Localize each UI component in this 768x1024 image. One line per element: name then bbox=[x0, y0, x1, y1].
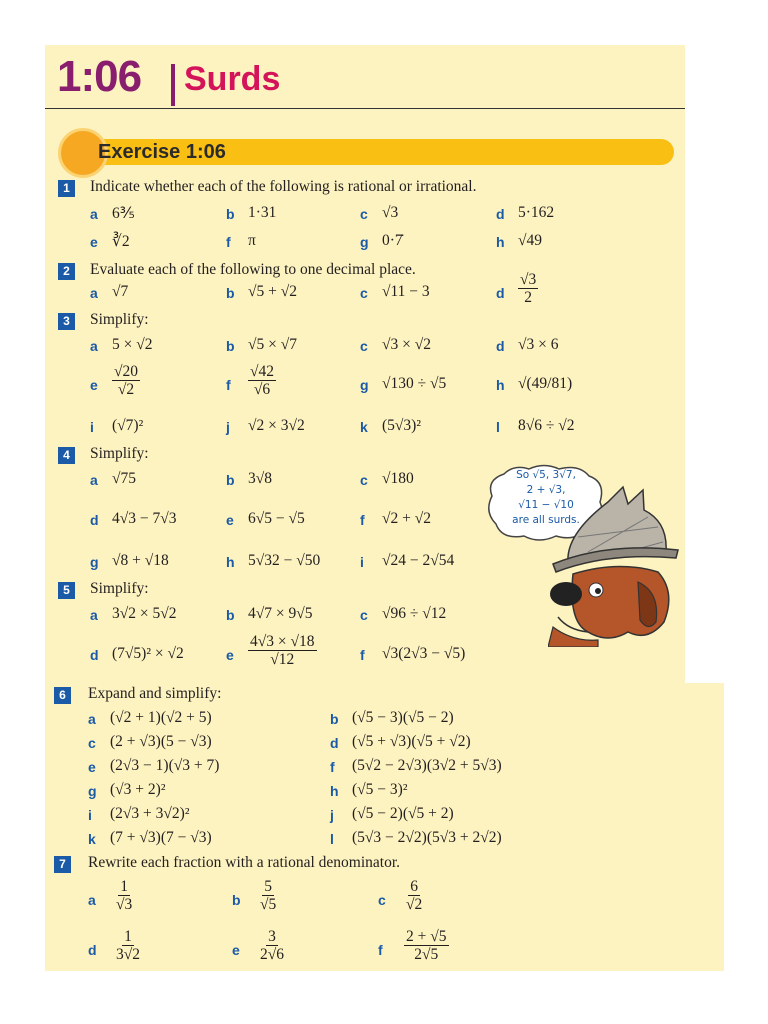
item-label: d bbox=[496, 206, 505, 222]
item-expression: √75 bbox=[112, 470, 137, 487]
item-expression: (√5 − 3)(√5 − 2) bbox=[352, 709, 454, 726]
item-expression: √2 × 3√2 bbox=[248, 417, 305, 434]
item-expression: $\frac{√20}{√2}$ bbox=[114, 363, 139, 399]
cloud-line: So √5, 3√7, bbox=[516, 469, 576, 481]
item-expression: √96 ÷ √12 bbox=[382, 605, 447, 622]
item-label: f bbox=[360, 512, 365, 528]
header-rule bbox=[45, 108, 685, 109]
item-label: f bbox=[226, 377, 231, 393]
item-label: d bbox=[90, 512, 99, 528]
item-expression: √5 × √7 bbox=[248, 336, 298, 353]
item-label: a bbox=[90, 338, 98, 354]
item-expression: (2√3 + 3√2)² bbox=[110, 805, 190, 822]
item-label: f bbox=[378, 942, 383, 958]
item-label: j bbox=[330, 807, 334, 823]
item-label: f bbox=[330, 759, 335, 775]
item-label: g bbox=[90, 554, 99, 570]
item-expression: 5 × √2 bbox=[112, 336, 153, 353]
item-expression: √3(2√3 − √5) bbox=[382, 645, 466, 662]
item-expression: √3 × √2 bbox=[382, 336, 432, 353]
question-text: Indicate whether each of the following is rational or irrational. bbox=[90, 178, 477, 195]
item-label: d bbox=[496, 338, 505, 354]
item-label: b bbox=[226, 285, 235, 301]
item-expression: √3 × 6 bbox=[518, 336, 559, 353]
item-expression: 3√2 × 5√2 bbox=[112, 605, 177, 622]
item-expression: 5√32 − √50 bbox=[248, 552, 321, 569]
item-expression: ∛2 bbox=[112, 233, 130, 250]
question-number: 4 bbox=[58, 447, 75, 464]
item-label: h bbox=[496, 234, 505, 250]
section-title: Surds bbox=[184, 60, 281, 98]
item-label: l bbox=[496, 419, 500, 435]
item-label: a bbox=[90, 285, 98, 301]
item-expression: $\frac{5}{√5}$ bbox=[260, 878, 277, 914]
item-label: h bbox=[330, 783, 339, 799]
item-expression: √24 − 2√54 bbox=[382, 552, 455, 569]
item-label: k bbox=[360, 419, 368, 435]
item-label: c bbox=[360, 607, 368, 623]
item-label: e bbox=[90, 234, 98, 250]
cloud-line: are all surds. bbox=[512, 514, 580, 526]
item-expression: √49 bbox=[518, 232, 543, 249]
item-label: a bbox=[90, 472, 98, 488]
item-expression: 3√8 bbox=[248, 470, 273, 487]
item-expression: $\frac{√3}{2}$ bbox=[520, 271, 537, 307]
item-label: g bbox=[360, 234, 369, 250]
item-label: d bbox=[496, 285, 505, 301]
item-expression: (√5 − 2)(√5 + 2) bbox=[352, 805, 454, 822]
item-expression: √130 ÷ √5 bbox=[382, 375, 447, 392]
item-label: b bbox=[226, 607, 235, 623]
item-label: d bbox=[90, 647, 99, 663]
item-expression: $\frac{√42}{√6}$ bbox=[250, 363, 275, 399]
item-label: f bbox=[360, 647, 365, 663]
item-expression: (5√2 − 2√3)(3√2 + 5√3) bbox=[352, 757, 502, 774]
item-label: a bbox=[90, 206, 98, 222]
item-expression: 8√6 ÷ √2 bbox=[518, 417, 575, 434]
exercise-title: Exercise 1:06 bbox=[98, 141, 226, 163]
cloud-line: 2 + √3, bbox=[526, 484, 566, 496]
question-text: Evaluate each of the following to one decimal place. bbox=[90, 261, 416, 278]
item-label: c bbox=[88, 735, 96, 751]
item-label: e bbox=[232, 942, 240, 958]
item-label: c bbox=[360, 285, 368, 301]
question-number: 7 bbox=[54, 856, 71, 873]
item-label: c bbox=[360, 472, 368, 488]
item-expression: $\frac{2 + √5}{2√5}$ bbox=[406, 928, 447, 964]
item-label: b bbox=[226, 206, 235, 222]
question-number: 2 bbox=[58, 263, 75, 280]
item-expression: 4√3 − 7√3 bbox=[112, 510, 177, 527]
question-text: Simplify: bbox=[90, 311, 149, 328]
item-expression: π bbox=[248, 232, 256, 249]
item-label: j bbox=[226, 419, 230, 435]
item-expression: 0·7̇ bbox=[382, 232, 403, 249]
item-label: c bbox=[360, 338, 368, 354]
item-expression: (7√5)² × √2 bbox=[112, 645, 184, 662]
item-expression: (2 + √3)(5 − √3) bbox=[110, 733, 212, 750]
item-label: d bbox=[88, 942, 97, 958]
item-label: b bbox=[330, 711, 339, 727]
header-divider bbox=[171, 64, 175, 106]
item-label: a bbox=[90, 607, 98, 623]
item-label: i bbox=[88, 807, 92, 823]
item-label: k bbox=[88, 831, 96, 847]
item-expression: √2 + √2 bbox=[382, 510, 432, 527]
item-expression: √3 bbox=[382, 204, 399, 221]
question-text: Simplify: bbox=[90, 580, 149, 597]
item-label: h bbox=[496, 377, 505, 393]
item-label: i bbox=[90, 419, 94, 435]
item-expression: (√7)² bbox=[112, 417, 144, 434]
question-text: Rewrite each fraction with a rational denominator. bbox=[88, 854, 401, 871]
item-expression: (√5 − 3)² bbox=[352, 781, 408, 798]
item-label: b bbox=[232, 892, 241, 908]
detective-dog-illustration bbox=[548, 482, 688, 647]
section-number: 1:06 bbox=[57, 52, 142, 101]
item-label: f bbox=[226, 234, 231, 250]
item-label: c bbox=[378, 892, 386, 908]
question-text: Expand and simplify: bbox=[88, 685, 222, 702]
item-expression: 4√7 × 9√5 bbox=[248, 605, 313, 622]
item-label: d bbox=[330, 735, 339, 751]
item-expression: $\frac{3}{2√6}$ bbox=[260, 928, 285, 964]
item-expression: $\frac{6}{√2}$ bbox=[406, 878, 423, 914]
item-expression: (√2 + 1)(√2 + 5) bbox=[110, 709, 212, 726]
item-label: a bbox=[88, 892, 96, 908]
item-label: e bbox=[90, 377, 98, 393]
item-expression: (√5 + √3)(√5 + √2) bbox=[352, 733, 471, 750]
question-number: 3 bbox=[58, 313, 75, 330]
item-expression: 1·31 bbox=[248, 204, 277, 221]
item-expression: $\frac{4√3 \times √18}{√12}$ bbox=[250, 633, 315, 669]
item-expression: √11 − 3 bbox=[382, 283, 430, 300]
item-expression: √5 + √2 bbox=[248, 283, 298, 300]
item-expression: (2√3 − 1)(√3 + 7) bbox=[110, 757, 220, 774]
item-expression: (7 + √3)(7 − √3) bbox=[110, 829, 212, 846]
item-expression: √8 + √18 bbox=[112, 552, 169, 569]
item-expression: √7 bbox=[112, 283, 129, 300]
question-number: 6 bbox=[54, 687, 71, 704]
item-label: g bbox=[360, 377, 369, 393]
item-label: b bbox=[226, 472, 235, 488]
question-number: 5 bbox=[58, 582, 75, 599]
item-label: e bbox=[226, 647, 234, 663]
item-label: h bbox=[226, 554, 235, 570]
item-expression: 6√5 − √5 bbox=[248, 510, 305, 527]
item-label: g bbox=[88, 783, 97, 799]
item-label: a bbox=[88, 711, 96, 727]
question-text: Simplify: bbox=[90, 445, 149, 462]
item-expression: √180 bbox=[382, 470, 414, 487]
item-expression: $\frac{1}{3√2}$ bbox=[116, 928, 141, 964]
item-expression: 5·162 bbox=[518, 204, 555, 221]
item-label: i bbox=[360, 554, 364, 570]
item-label: l bbox=[330, 831, 334, 847]
item-label: e bbox=[88, 759, 96, 775]
item-label: c bbox=[360, 206, 368, 222]
item-label: b bbox=[226, 338, 235, 354]
item-expression: √(49/81) bbox=[518, 375, 573, 392]
item-expression: 6⅗ bbox=[112, 205, 135, 222]
question-number: 1 bbox=[58, 180, 75, 197]
item-expression: (5√3 − 2√2)(5√3 + 2√2) bbox=[352, 829, 502, 846]
item-expression: (5√3)² bbox=[382, 417, 421, 434]
item-expression: (√3 + 2)² bbox=[110, 781, 166, 798]
item-expression: $\frac{1}{√3}$ bbox=[116, 878, 133, 914]
item-label: e bbox=[226, 512, 234, 528]
cloud-line: √11 − √10 bbox=[518, 499, 574, 511]
